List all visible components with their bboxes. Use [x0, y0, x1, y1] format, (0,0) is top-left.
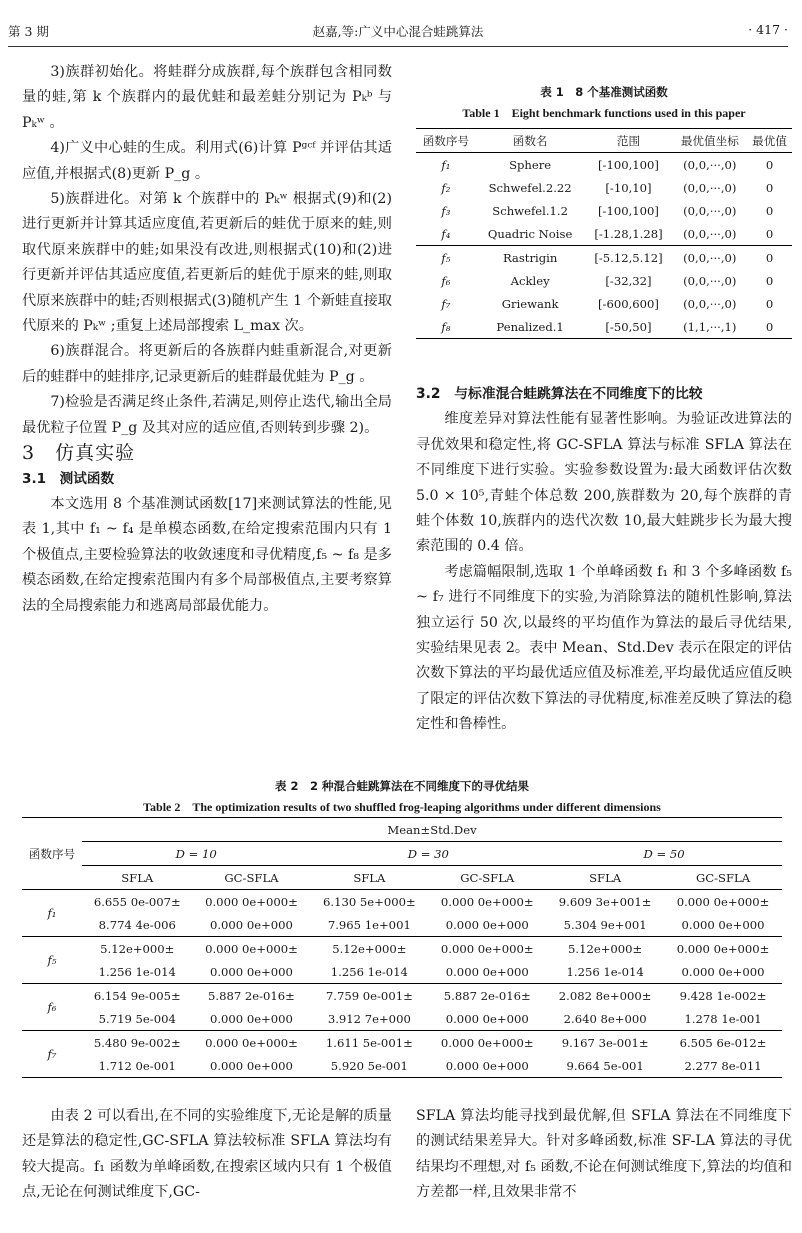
table2-dim-header: D = 50: [546, 842, 782, 866]
table2-stub: 函数序号: [22, 818, 82, 890]
table1-row: [416, 315, 792, 339]
table2-std-cell: 1.256 1e-014: [330, 964, 408, 979]
table1-header: 最优值坐标: [680, 133, 739, 148]
table2-std-cell: 0.000 0e+000: [445, 964, 529, 979]
table2-mean-cell: 5.480 9e-002±: [93, 1035, 181, 1050]
table1-cell: f₁: [441, 157, 451, 172]
table1-header: 最优值: [752, 133, 787, 148]
table2-std-cell: 0.000 0e+000: [445, 1058, 529, 1073]
table2-mean-cell: 5.12e+000±: [332, 941, 407, 956]
table2-super-header: Mean±Std.Dev: [82, 818, 782, 842]
subsection-heading-3-2: 3.2 与标准混合蛙跳算法在不同维度下的比较: [416, 386, 703, 402]
table2-row-std: [22, 1007, 782, 1031]
step-5: 5)族群进化。对第 k 个族群中的 Pₖʷ 根据式(9)和(2)进行更新并计算其适应度值,若更新后的蛙优于原来的蛙,则取代原来族群中的蛙;如果没有改进,则根据式(10)和(2)进行更新并评估其适应度值,若更新后的蛙优于原来的蛙,则取代原来族群中的蛙;否则根据式(3)随机产生 1 个新蛙直接取代原来的 Pₖʷ ;重复上述局部搜索 L_max 次。: [22, 191, 392, 335]
table1-cell: f₂: [441, 180, 451, 195]
table1-cell: [-1.28,1.28]: [594, 226, 663, 241]
bottom-left-text: [22, 1104, 392, 1206]
table2-std-cell: 5.719 5e-004: [98, 1011, 176, 1026]
table1-row: [416, 222, 792, 246]
table1-cell: [-32,32]: [605, 273, 652, 288]
table1-cell: (0,0,···,0): [683, 180, 737, 195]
bottom-right-text: [416, 1104, 792, 1206]
table2-mean-cell: 9.167 3e-001±: [561, 1035, 649, 1050]
table2-mean-cell: 0.000 0e+000±: [440, 894, 534, 909]
table2-std-cell: 0.000 0e+000: [209, 1011, 293, 1026]
table2-row-mean: [22, 937, 782, 961]
table2-row-mean: [22, 984, 782, 1008]
right-column: [416, 382, 792, 738]
table2-mean-cell: 6.655 0e-007±: [93, 894, 181, 909]
table1-header: 函数名: [512, 133, 548, 148]
step-6: 6)族群混合。将更新后的各族群内蛙重新混合,对更新后的蛙群中的蛙排序,记录更新后的蛙群最优蛙为 P_g 。: [22, 343, 392, 385]
table2-std-cell: 5.920 5e-001: [330, 1058, 408, 1073]
table2-function-label: f₁: [22, 890, 82, 937]
left-column: [22, 60, 392, 619]
table2-alg-header: GC-SFLA: [224, 870, 279, 885]
table2-mean-cell: 5.12e+000±: [568, 941, 643, 956]
table2-dim-header: D = 10: [82, 842, 310, 866]
table2-dim-header: D = 30: [310, 842, 546, 866]
table2-caption: [22, 778, 782, 815]
table2-mean-cell: 9.609 3e+001±: [558, 894, 652, 909]
table1-header: 函数序号: [422, 133, 470, 148]
table1-cell: Griewank: [501, 296, 559, 311]
table1-cell: 0: [765, 226, 774, 241]
table2-mean-cell: 6.505 6e-012±: [679, 1035, 767, 1050]
table1-row: [416, 246, 792, 270]
table2-row-std: [22, 1054, 782, 1078]
step-3: 3)族群初始化。将蛙群分成族群,每个族群包含相同数量的蛙,第 k 个族群内的最优蛙和最差蛙分别记为 Pₖᵇ 与 Pₖʷ 。: [22, 64, 392, 131]
table2-alg-header: GC-SFLA: [460, 870, 515, 885]
table1-cell: Quadric Noise: [487, 226, 573, 241]
table1-cell: Penalized.1: [496, 319, 564, 334]
table2-std-cell: 0.000 0e+000: [209, 917, 293, 932]
table1-cell: Sphere: [509, 157, 552, 172]
table2-mean-cell: 5.887 2e-016±: [208, 988, 295, 1003]
table1: [416, 128, 792, 339]
table2-std-cell: 9.664 5e-001: [566, 1058, 644, 1073]
table2-std-cell: 1.278 1e-001: [684, 1011, 762, 1026]
table2-mean-cell: 2.082 8e+000±: [558, 988, 652, 1003]
table1-caption: [416, 84, 792, 121]
table1-row: [416, 176, 792, 199]
paragraph-test-functions: 本文选用 8 个基准测试函数[17]来测试算法的性能,见表 1,其中 f₁ ~ f₄ 是单模态函数,在给定搜索范围内只有 1 个极值点,主要检验算法的收敛速度和寻优精度,f₅ ~ f₈ 是多模态函数,在给定搜索范围内有多个局部极值点,主要考察算法的全局搜索能力和逃离局部最优能力。: [22, 495, 392, 614]
table2-std-cell: 1.256 1e-014: [566, 964, 644, 979]
issue-number: 第 3 期: [8, 24, 49, 39]
table2-alg-header: GC-SFLA: [695, 870, 751, 885]
table1-cell: (0,0,···,0): [683, 157, 737, 172]
paragraph-experiment: 考虑篇幅限制,选取 1 个单峰函数 f₁ 和 3 个多峰函数 f₅ ~ f₇ 进行不同维度下的实验,为消除算法的随机性影响,算法独立运行 50 次,以最终的平均值作为算法的最后寻优结果,实验结果见表 2。表中 Mean、Std.Dev 表示在限定的评估次数下算法的平均最优适应值及标准差,平均最优适应值反映了限定的评估次数下算法的寻优精度,标准差反映了算法的稳定性和鲁棒性。: [416, 563, 792, 733]
table1-cell: [-100,100]: [598, 203, 659, 218]
table2-mean-cell: 0.000 0e+000±: [676, 894, 770, 909]
table2-row-std: [22, 913, 782, 937]
table1-cell: f₅: [441, 250, 451, 265]
table1-header: 范围: [616, 133, 641, 148]
section-heading-3: 3 仿真实验: [22, 442, 136, 465]
table1-cell: 0: [765, 319, 774, 334]
table1-cell: (0,0,···,0): [683, 250, 737, 265]
step-4: 4)广义中心蛙的生成。利用式(6)计算 Pᵍᶜᶠ 并评估其适应值,并根据式(8)更新 P_g 。: [22, 140, 392, 182]
table2-alg-header: SFLA: [589, 870, 622, 885]
table2-row-std: [22, 960, 782, 984]
table1-caption-en: Table 1 Eight benchmark functions used in this paper: [462, 106, 746, 120]
table1-cell: 0: [765, 296, 774, 311]
table2-mean-cell: 5.12e+000±: [100, 941, 175, 956]
table1-row: [416, 153, 792, 177]
table2-mean-cell: 7.759 0e-001±: [325, 988, 413, 1003]
table2-std-cell: 0.000 0e+000: [681, 964, 765, 979]
table2-alg-header: SFLA: [121, 870, 154, 885]
table2-std-cell: 1.712 0e-001: [98, 1058, 176, 1073]
table1-cell: Schwefel.1.2: [492, 203, 568, 218]
table1-cell: f₇: [441, 296, 451, 311]
paragraph-analysis-cont: SFLA 算法均能寻找到最优解,但 SFLA 算法在不同维度下的测试结果差异大。针对多峰函数,标准 SF-LA 算法的寻优结果均不理想,对 f₅ 函数,不论在何测试维度下,算法的均值和方差都一样,且效果非常不: [416, 1108, 792, 1201]
table2-std-cell: 0.000 0e+000: [209, 1058, 293, 1073]
table2-row-mean: [22, 890, 782, 914]
running-title: 赵嘉,等:广义中心混合蛙跳算法: [312, 24, 484, 39]
table1-cell: 0: [765, 273, 774, 288]
table1-cell: [-10,10]: [605, 180, 652, 195]
table1-cell: 0: [765, 250, 774, 265]
table1-cell: 0: [765, 203, 774, 218]
table1-row: [416, 199, 792, 222]
table2-mean-cell: 0.000 0e+000±: [205, 894, 298, 909]
table2: [22, 817, 782, 1078]
table2-std-cell: 0.000 0e+000: [209, 964, 293, 979]
table1-cell: f₄: [441, 226, 451, 241]
table1-cell: (0,0,···,0): [683, 273, 737, 288]
table1-cell: (1,1,···,1): [683, 319, 737, 334]
table2-mean-cell: 0.000 0e+000±: [205, 1035, 298, 1050]
table2-std-cell: 5.304 9e+001: [563, 917, 647, 932]
table2-caption-zh: 表 2 2 种混合蛙跳算法在不同维度下的寻优结果: [274, 779, 529, 793]
table2-function-label: f₆: [22, 984, 82, 1031]
table2-mean-cell: 1.611 5e-001±: [325, 1035, 413, 1050]
page-header: [8, 20, 788, 47]
table1-cell: (0,0,···,0): [683, 203, 737, 218]
table2-mean-cell: 0.000 0e+000±: [440, 1035, 534, 1050]
table2-std-cell: 8.774 4e-006: [98, 917, 176, 932]
table2-std-cell: 0.000 0e+000: [445, 1011, 529, 1026]
table2-alg-header: SFLA: [353, 870, 386, 885]
table1-row: [416, 292, 792, 315]
table1-cell: 0: [765, 180, 774, 195]
paragraph-dimension: 维度差异对算法性能有显著性影响。为验证改进算法的寻优效果和稳定性,将 GC-SFLA 算法与标准 SFLA 算法在不同维度下进行实验。实验参数设置为:最大函数评估次数 5.0 × 10⁵,青蛙个体总数 200,族群数为 20,每个族群的青蛙个体数 10,族群内的迭代次数 10,最大蛙跳步长为最大搜索范围的 0.4 倍。: [416, 411, 792, 555]
subsection-heading-3-1: 3.1 测试函数: [22, 470, 115, 487]
table1-cell: 0: [765, 157, 774, 172]
table2-std-cell: 3.912 7e+000: [327, 1011, 411, 1026]
table2-std-cell: 2.640 8e+000: [563, 1011, 647, 1026]
table2-function-label: f₇: [22, 1031, 82, 1078]
table1-cell: [-100,100]: [598, 157, 659, 172]
table1-cell: [-50,50]: [605, 319, 652, 334]
table1-cell: Ackley: [510, 273, 550, 288]
table1-cell: (0,0,···,0): [683, 226, 737, 241]
table1-cell: Rastrigin: [502, 250, 558, 265]
step-7: 7)检验是否满足终止条件,若满足,则停止迭代,输出全局最优粒子位置 P_g 及其对应的适应值,否则转到步骤 2)。: [22, 394, 392, 436]
table2-function-label: f₅: [22, 937, 82, 984]
table2-row-mean: [22, 1031, 782, 1055]
paragraph-analysis: 由表 2 可以看出,在不同的实验维度下,无论是解的质量还是算法的稳定性,GC-SFLA 算法较标准 SFLA 算法均有较大提高。f₁ 函数为单峰函数,在搜索区域内只有 1 个极值点,无论在何测试维度下,GC-: [22, 1108, 392, 1201]
table1-caption-zh: 表 1 8 个基准测试函数: [540, 85, 668, 99]
table1-cell: (0,0,···,0): [683, 296, 737, 311]
table2-std-cell: 2.277 8e-011: [684, 1058, 762, 1073]
table2-std-cell: 0.000 0e+000: [681, 917, 765, 932]
table2-mean-cell: 5.887 2e-016±: [443, 988, 531, 1003]
table2-mean-cell: 6.154 9e-005±: [93, 988, 181, 1003]
table2-mean-cell: 9.428 1e-002±: [679, 988, 767, 1003]
table1-row: [416, 269, 792, 292]
table1-cell: f₃: [441, 203, 451, 218]
table2-mean-cell: 0.000 0e+000±: [676, 941, 770, 956]
table2-mean-cell: 6.130 5e+000±: [323, 894, 416, 909]
page-number: · 417 ·: [748, 22, 788, 37]
table1-cell: Schwefel.2.22: [488, 180, 572, 195]
table1-cell: [-600,600]: [598, 296, 659, 311]
table2-mean-cell: 0.000 0e+000±: [205, 941, 298, 956]
table1-cell: [-5.12,5.12]: [594, 250, 663, 265]
table2-caption-en: Table 2 The optimization results of two shuffled frog-leaping algorithms under different dimensions: [143, 800, 661, 814]
table1-cell: f₆: [441, 273, 451, 288]
table2-std-cell: 7.965 1e+001: [327, 917, 411, 932]
table2-std-cell: 1.256 1e-014: [98, 964, 176, 979]
table2-mean-cell: 0.000 0e+000±: [440, 941, 534, 956]
table2-std-cell: 0.000 0e+000: [445, 917, 529, 932]
table1-cell: f₈: [441, 319, 451, 334]
